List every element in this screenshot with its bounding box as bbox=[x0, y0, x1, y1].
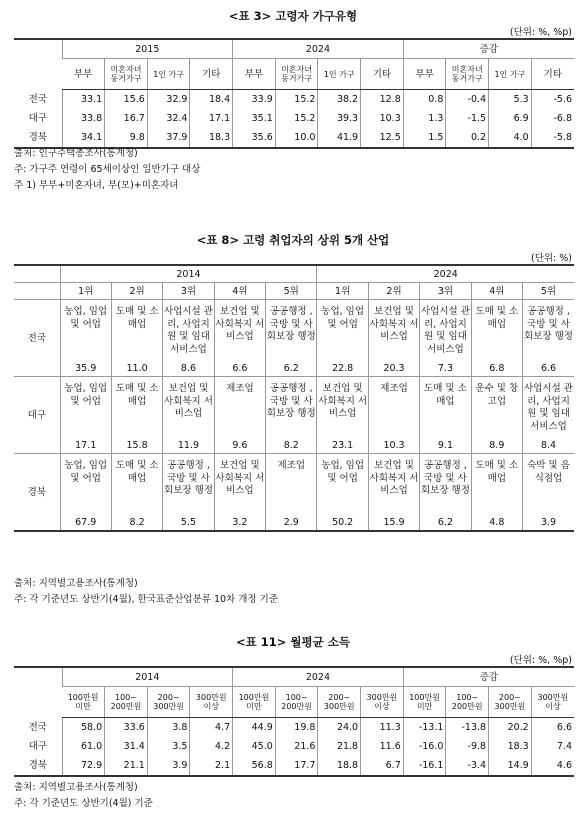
industry-share: 3.2 bbox=[232, 517, 248, 528]
note-line: 출처: 인구주택총조사(통계청) bbox=[14, 148, 138, 159]
industry-cell bbox=[111, 454, 162, 532]
industry-name: 보건업 및 사회복지 서비스업 bbox=[215, 460, 265, 496]
value-cell: 15.2 bbox=[275, 109, 318, 128]
table11 bbox=[14, 666, 574, 777]
value-cell: 4.6 bbox=[531, 756, 574, 776]
industry-cell bbox=[163, 454, 214, 532]
industry-share: 8.9 bbox=[489, 440, 505, 451]
value-cell: 18.3 bbox=[489, 737, 532, 756]
industry-name: 보건업 및 사회복지 서비스업 bbox=[215, 306, 265, 342]
industry-name: 공공행정 ,국방 및 사회보장 행정 bbox=[420, 460, 470, 496]
column-header: 100~ 200만원 bbox=[275, 687, 318, 718]
value-cell: -5.8 bbox=[531, 128, 574, 148]
table3-title: <표 3> 고령자 가구유형 bbox=[228, 9, 358, 23]
industry-cell bbox=[420, 454, 471, 532]
column-header: 200~ 300만원 bbox=[489, 687, 532, 718]
row-label: 대구 bbox=[28, 113, 47, 124]
region-header bbox=[14, 283, 60, 300]
value-cell: -0.4 bbox=[446, 90, 489, 110]
rank-header: 3위 bbox=[163, 283, 214, 300]
value-cell: 44.9 bbox=[233, 718, 276, 738]
value-cell: 33.8 bbox=[62, 109, 105, 128]
value-cell: 4.7 bbox=[190, 718, 233, 738]
column-header: 부부 bbox=[403, 59, 446, 90]
table3-unit: (단위: %, %p) bbox=[509, 27, 572, 38]
industry-name: 보건업 및 사회복지 서비스업 bbox=[369, 306, 419, 342]
industry-share: 15.8 bbox=[126, 440, 148, 451]
table8-title: <표 8> 고령 취업자의 상위 5개 산업 bbox=[196, 233, 390, 247]
value-cell: -16.0 bbox=[403, 737, 446, 756]
industry-name: 제조업 bbox=[380, 383, 408, 394]
value-cell: 1.5 bbox=[403, 128, 446, 148]
note-line: 주: 각 기준년도 상반기(4월) 기준 bbox=[14, 798, 153, 809]
value-cell: -3.4 bbox=[446, 756, 489, 776]
rank-header: 2위 bbox=[368, 283, 419, 300]
industry-name: 제조업 bbox=[277, 460, 306, 471]
value-cell: -6.8 bbox=[531, 109, 574, 128]
rank-header: 4위 bbox=[214, 283, 265, 300]
table8 bbox=[14, 264, 574, 532]
column-header: 미혼자녀 동거가구 bbox=[275, 59, 318, 90]
value-cell: 3.9 bbox=[147, 756, 190, 776]
column-header: 300만원 이상 bbox=[361, 687, 404, 718]
industry-cell bbox=[471, 377, 522, 454]
change-header: 증감 bbox=[403, 667, 574, 687]
industry-cell bbox=[111, 377, 162, 454]
industry-name: 농업, 임업 및 어업 bbox=[64, 460, 108, 484]
industry-cell bbox=[163, 377, 214, 454]
value-cell: 35.1 bbox=[233, 109, 276, 128]
rank-header: 2위 bbox=[111, 283, 162, 300]
note-line: 주 1) 부부+미혼자녀, 부(모)+미혼자녀 bbox=[14, 180, 179, 191]
value-cell: 3.5 bbox=[147, 737, 190, 756]
industry-cell bbox=[368, 377, 419, 454]
column-header: 부부 bbox=[233, 59, 276, 90]
industry-name: 도매 및 소매업 bbox=[115, 306, 159, 330]
industry-cell bbox=[420, 300, 471, 377]
value-cell: 18.3 bbox=[190, 128, 233, 148]
value-cell: -9.8 bbox=[446, 737, 489, 756]
industry-cell bbox=[471, 454, 522, 532]
region-header bbox=[14, 265, 60, 283]
industry-share: 7.3 bbox=[437, 363, 453, 374]
value-cell: 7.4 bbox=[531, 737, 574, 756]
industry-name: 공공행정 ,국방 및 사회보장 행정 bbox=[524, 306, 573, 342]
industry-name: 보건업 및 사회복지 서비스업 bbox=[164, 383, 213, 419]
table-row bbox=[14, 300, 574, 377]
value-cell: 6.6 bbox=[531, 718, 574, 738]
value-cell: 10.3 bbox=[361, 109, 404, 128]
industry-name: 공공행정 ,국방 및 사회보장 행정 bbox=[164, 460, 213, 496]
table-row bbox=[14, 128, 574, 148]
industry-share: 50.2 bbox=[332, 517, 354, 528]
column-header: 미혼자녀 동거가구 bbox=[105, 59, 148, 90]
value-cell: 33.9 bbox=[233, 90, 276, 110]
industry-cell bbox=[214, 300, 265, 377]
value-cell: 61.0 bbox=[62, 737, 105, 756]
industry-share: 2.9 bbox=[283, 517, 299, 528]
industry-cell bbox=[214, 454, 265, 532]
value-cell: 21.6 bbox=[275, 737, 318, 756]
industry-cell bbox=[523, 300, 574, 377]
industry-cell bbox=[60, 300, 111, 377]
value-cell: 6.9 bbox=[489, 109, 532, 128]
industry-name: 도매 및 소매업 bbox=[115, 460, 159, 484]
industry-cell bbox=[214, 377, 265, 454]
industry-share: 5.5 bbox=[180, 517, 197, 528]
table-row bbox=[14, 737, 574, 756]
industry-share: 6.2 bbox=[437, 517, 453, 528]
industry-name: 농업, 임업 및 어업 bbox=[64, 306, 108, 330]
value-cell: 72.9 bbox=[62, 756, 105, 776]
value-cell: -16.1 bbox=[403, 756, 446, 776]
row-label: 전국 bbox=[28, 93, 47, 105]
value-cell: 0.8 bbox=[403, 90, 446, 110]
value-cell: 31.4 bbox=[105, 737, 148, 756]
industry-cell bbox=[266, 300, 317, 377]
note-line: 주: 각 기준년도 상반기(4월), 한국표준산업분류 10차 개정 기준 bbox=[14, 594, 278, 605]
industry-share: 35.9 bbox=[75, 363, 97, 374]
value-cell: 33.6 bbox=[105, 718, 148, 738]
industry-name: 보건업 및 사회복지 서비스업 bbox=[369, 460, 419, 496]
value-cell: 24.0 bbox=[318, 718, 361, 738]
column-header: 100만원 미만 bbox=[62, 687, 105, 718]
value-cell: 4.0 bbox=[489, 128, 532, 148]
value-cell: 35.6 bbox=[233, 128, 276, 148]
column-header: 기타 bbox=[531, 59, 574, 90]
column-header: 미혼자녀 동거가구 bbox=[446, 59, 489, 90]
row-label: 전국 bbox=[28, 721, 47, 733]
column-header: 기타 bbox=[361, 59, 404, 90]
value-cell: 32.9 bbox=[147, 90, 190, 110]
value-cell: 18.4 bbox=[190, 90, 233, 110]
value-cell: 4.2 bbox=[190, 737, 233, 756]
table-row bbox=[14, 756, 574, 776]
value-cell: 10.0 bbox=[275, 128, 318, 148]
year-header: 2024 bbox=[317, 265, 574, 283]
column-header: 기타 bbox=[190, 59, 233, 90]
industry-cell bbox=[60, 454, 111, 532]
column-header: 100만원 미만 bbox=[233, 687, 276, 718]
industry-share: 11.9 bbox=[177, 440, 200, 451]
value-cell: 19.8 bbox=[275, 718, 318, 738]
industry-cell bbox=[266, 377, 317, 454]
industry-share: 11.0 bbox=[126, 363, 148, 374]
row-label: 경북 bbox=[28, 132, 47, 143]
column-header: 1인 가구 bbox=[318, 59, 361, 90]
value-cell: -13.8 bbox=[446, 718, 489, 738]
table11-notes bbox=[14, 780, 153, 812]
industry-share: 6.6 bbox=[540, 363, 557, 374]
value-cell: 6.7 bbox=[361, 756, 404, 776]
table11-unit: (단위: %, %p) bbox=[509, 655, 572, 666]
rank-header: 4위 bbox=[471, 283, 522, 300]
table3 bbox=[14, 38, 574, 149]
industry-name: 사업시설 관리, 사업지원 및 임대 서비스업 bbox=[164, 306, 213, 355]
industry-share: 67.9 bbox=[75, 517, 97, 528]
industry-share: 4.8 bbox=[489, 517, 505, 528]
industry-cell bbox=[523, 454, 574, 532]
year-header: 2024 bbox=[233, 667, 404, 687]
value-cell: 12.5 bbox=[361, 128, 404, 148]
industry-cell bbox=[420, 377, 471, 454]
industry-share: 20.3 bbox=[383, 363, 405, 374]
value-cell: 16.7 bbox=[105, 109, 148, 128]
rank-header: 1위 bbox=[317, 283, 368, 300]
industry-name: 사업시설 관리, 사업지원 및 임대 서비스업 bbox=[420, 306, 470, 355]
industry-cell bbox=[317, 454, 368, 532]
industry-cell bbox=[111, 300, 162, 377]
table-row bbox=[14, 454, 574, 532]
industry-share: 8.2 bbox=[283, 440, 299, 451]
value-cell: 38.2 bbox=[318, 90, 361, 110]
industry-cell bbox=[317, 377, 368, 454]
column-header: 부부 bbox=[62, 59, 105, 90]
industry-share: 22.8 bbox=[332, 363, 354, 374]
industry-share: 23.1 bbox=[332, 440, 354, 451]
value-cell: 20.2 bbox=[489, 718, 532, 738]
value-cell: 45.0 bbox=[233, 737, 276, 756]
industry-share: 8.2 bbox=[129, 517, 145, 528]
column-header: 200~ 300만원 bbox=[147, 687, 190, 718]
column-header: 100~ 200만원 bbox=[446, 687, 489, 718]
industry-share: 17.1 bbox=[75, 440, 97, 451]
value-cell: 9.8 bbox=[105, 128, 148, 148]
row-label: 경북 bbox=[28, 760, 47, 771]
industry-name: 도매 및 소매업 bbox=[475, 306, 519, 330]
industry-share: 3.9 bbox=[540, 517, 557, 528]
note-line: 주: 가구주 연령이 65세이상인 일반가구 대상 bbox=[14, 164, 201, 175]
industry-cell bbox=[163, 300, 214, 377]
table-row bbox=[14, 90, 574, 110]
value-cell: 34.1 bbox=[62, 128, 105, 148]
industry-name: 농업, 임업 및 어업 bbox=[64, 383, 108, 407]
value-cell: -1.5 bbox=[446, 109, 489, 128]
value-cell: 18.8 bbox=[318, 756, 361, 776]
note-line: 출처: 지역별고용조사(통계청) bbox=[14, 578, 138, 589]
industry-name: 공공행정 ,국방 및 사회보장 행정 bbox=[266, 306, 316, 342]
industry-share: 10.3 bbox=[383, 440, 405, 451]
table11-title: <표 11> 월평균 소득 bbox=[236, 635, 350, 649]
industry-name: 사업시설 관리, 사업지원 및 임대 서비스업 bbox=[524, 383, 573, 432]
value-cell: 21.8 bbox=[318, 737, 361, 756]
value-cell: 3.8 bbox=[147, 718, 190, 738]
table-row bbox=[14, 377, 574, 454]
region-header bbox=[14, 39, 62, 90]
value-cell: 1.3 bbox=[403, 109, 446, 128]
value-cell: 32.4 bbox=[147, 109, 190, 128]
industry-share: 6.6 bbox=[232, 363, 248, 374]
column-header: 100~ 200만원 bbox=[105, 687, 148, 718]
value-cell: 41.9 bbox=[318, 128, 361, 148]
industry-share: 15.9 bbox=[383, 517, 405, 528]
industry-name: 도매 및 소매업 bbox=[424, 383, 467, 407]
industry-cell bbox=[471, 300, 522, 377]
industry-share: 9.1 bbox=[437, 440, 453, 451]
row-label: 대구 bbox=[14, 377, 60, 454]
value-cell: 15.6 bbox=[105, 90, 148, 110]
industry-name: 도매 및 소매업 bbox=[475, 460, 519, 484]
industry-cell bbox=[317, 300, 368, 377]
column-header: 100만원 미만 bbox=[403, 687, 446, 718]
industry-name: 농업, 임업 및 어업 bbox=[321, 306, 365, 330]
industry-share: 6.2 bbox=[283, 363, 299, 374]
value-cell: 2.1 bbox=[190, 756, 233, 776]
value-cell: 12.8 bbox=[361, 90, 404, 110]
value-cell: 11.6 bbox=[361, 737, 404, 756]
industry-name: 보건업 및 사회복지 서비스업 bbox=[318, 383, 368, 419]
value-cell: 56.8 bbox=[233, 756, 276, 776]
industry-share: 8.6 bbox=[180, 363, 197, 374]
year-header: 2014 bbox=[60, 265, 317, 283]
year-header: 2015 bbox=[62, 39, 233, 59]
table8-notes bbox=[14, 576, 278, 608]
industry-cell bbox=[523, 377, 574, 454]
industry-share: 8.4 bbox=[540, 440, 557, 451]
rank-header: 1위 bbox=[60, 283, 111, 300]
note-line: 출처: 지역별고용조사(통계청) bbox=[14, 782, 138, 793]
industry-share: 9.6 bbox=[232, 440, 248, 451]
row-label: 대구 bbox=[28, 741, 47, 752]
industry-share: 6.8 bbox=[489, 363, 505, 374]
industry-cell bbox=[368, 300, 419, 377]
column-header: 300만원 이상 bbox=[190, 687, 233, 718]
table8-unit: (단위: %) bbox=[530, 253, 572, 264]
value-cell: 15.2 bbox=[275, 90, 318, 110]
year-header: 2014 bbox=[62, 667, 233, 687]
value-cell: 17.7 bbox=[275, 756, 318, 776]
rank-header: 5위 bbox=[266, 283, 317, 300]
industry-name: 제조업 bbox=[226, 383, 254, 394]
region-header bbox=[14, 667, 62, 718]
column-header: 1인 가구 bbox=[147, 59, 190, 90]
value-cell: 58.0 bbox=[62, 718, 105, 738]
industry-cell bbox=[60, 377, 111, 454]
value-cell: 0.2 bbox=[446, 128, 489, 148]
industry-name: 도매 및 소매업 bbox=[115, 383, 159, 407]
value-cell: 17.1 bbox=[190, 109, 233, 128]
table-row bbox=[14, 718, 574, 738]
industry-cell bbox=[266, 454, 317, 532]
year-header: 2024 bbox=[233, 39, 404, 59]
column-header: 300만원 이상 bbox=[531, 687, 574, 718]
industry-cell bbox=[368, 454, 419, 532]
row-label: 전국 bbox=[14, 300, 60, 377]
rank-header: 3위 bbox=[420, 283, 471, 300]
industry-name: 운수 및 창고업 bbox=[475, 383, 519, 407]
column-header: 1인 가구 bbox=[489, 59, 532, 90]
value-cell: -5.6 bbox=[531, 90, 574, 110]
table-row bbox=[14, 109, 574, 128]
value-cell: 14.9 bbox=[489, 756, 532, 776]
value-cell: 21.1 bbox=[105, 756, 148, 776]
table3-notes bbox=[14, 146, 200, 194]
value-cell: 39.3 bbox=[318, 109, 361, 128]
value-cell: -13.1 bbox=[403, 718, 446, 738]
change-header: 증감 bbox=[403, 39, 574, 59]
row-label: 경북 bbox=[14, 454, 60, 532]
value-cell: 37.9 bbox=[147, 128, 190, 148]
industry-name: 농업, 임업 및 어업 bbox=[321, 460, 365, 484]
industry-name: 숙박 및 음식점업 bbox=[527, 460, 570, 484]
column-header: 200~ 300만원 bbox=[318, 687, 361, 718]
value-cell: 5.3 bbox=[489, 90, 532, 110]
rank-header: 5위 bbox=[523, 283, 574, 300]
industry-name: 공공행정 ,국방 및 사회보장 행정 bbox=[266, 383, 316, 419]
value-cell: 11.3 bbox=[361, 718, 404, 738]
value-cell: 33.1 bbox=[62, 90, 105, 110]
